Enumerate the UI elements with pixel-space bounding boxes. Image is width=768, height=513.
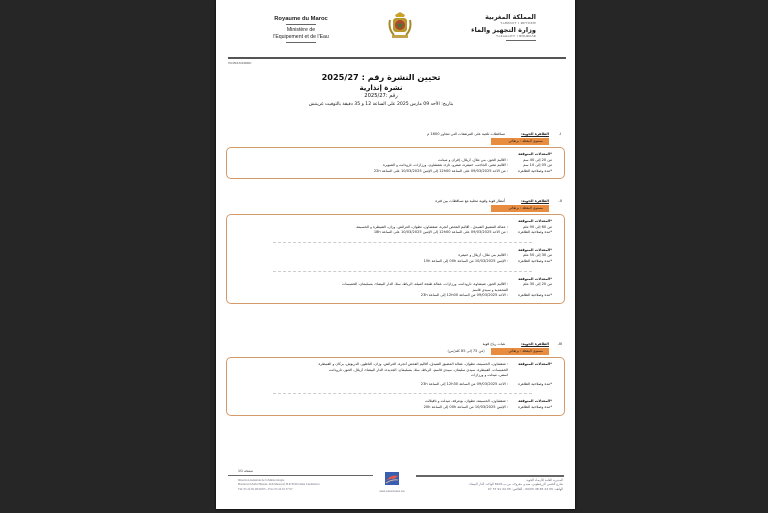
line-label: *المعدلات المتوقعة: [518, 247, 552, 252]
ministry-tifinagh: ⵜⴰⵎⴰⵡⴰⵙⵜ ⵏ ⵓⵙⵡⵓⴷⴷⵓ: [495, 34, 536, 38]
bulletin-date: بتاريخ: الأحد 09 مارس 2025 على الساعة 12 و 35 دقيقة بالتوقيت غرينتش: [308, 102, 454, 107]
footer-address-fr: [238, 478, 320, 491]
line-label: من 60 إلى 90 ملم: [523, 224, 552, 229]
footer-line: Direction Générale de la Météorologie: [238, 478, 285, 482]
bulletin-page: [216, 0, 575, 509]
line-value: : الأحد 09/03/2025 من الساعة 12h00 إلى الساعة 23h: [420, 293, 508, 298]
dashed-divider: [273, 271, 532, 272]
section-label: الظاهرة الجوية:: [521, 131, 549, 136]
line-label: *المعدلات المتوقعة: [518, 399, 552, 404]
line-value: : الأحد 09/03/2025 من الساعة 12h30 إلى الساعة 23h: [420, 381, 508, 386]
line-value: : أقاليم الحوز، بني ملال، أزيلال، إفران و ميدلت: [437, 157, 508, 162]
line-label: من 05 إلى 10 سم: [523, 163, 552, 168]
footer-rule: [228, 475, 373, 476]
ministry-fr-line2: l'Equipement et de l'Eau: [273, 33, 329, 40]
line-value: : من الأحد 09/03/2025 على الساعة 12h00 إلى الإثنين 10/03/2025 على الساعة 22h: [373, 168, 508, 173]
line-value: المحمدية و سيدي قاسم: [472, 287, 508, 292]
line-value: : شفشاون، الحسيمة، تطوان، بوعرفة، ميدلت و تافيلالت: [424, 399, 508, 404]
section-label: الظاهرة الجوية:: [521, 198, 549, 203]
details-box: [226, 147, 565, 179]
royal-emblem-icon: [387, 11, 413, 41]
line-label: من 20 إلى 40 سم: [523, 157, 552, 162]
divider: [506, 40, 536, 41]
line-label: *مدة وصلاحية الظاهرة: [518, 381, 552, 386]
website-url: www.marocmeteo.ma: [379, 490, 405, 493]
divider: [286, 42, 316, 43]
footer-line: Boulevard Zerkt Hassan, Sidi Maarouf, B.P. 8106 Oasis Casablanca: [238, 482, 320, 487]
header-arabic: [456, 13, 536, 41]
line-label: [508, 373, 552, 379]
footer-line: Tél: 05 22 65 48 00/05 – Fax: 05 22 91 37 97: [238, 486, 293, 491]
vigilance-level-badge: مستوى اليقظة : برتقالي: [491, 348, 549, 355]
vigilance-level-badge: مستوى اليقظة : برتقالي: [491, 138, 549, 145]
page-number: صفحة 1/1: [238, 469, 254, 473]
line-label: *مدة وصلاحية الظاهرة: [518, 168, 552, 173]
line-value: آسفي، ميدلت و ورزازات: [471, 373, 508, 378]
footer-line: شارع الحسن الزرقطوني، سيدي معروف، ص.ب 8106 الواحة، الدار البيضاء: [469, 482, 563, 487]
line-label: *المعدلات المتوقعة: [518, 276, 552, 281]
section-1: [226, 130, 565, 179]
line-value: الخميسات، القنيطرة، سيدي سليمان، سيدي قاسم، الرباط، سلا، بنسليمان، الجديدة، الدار البيضاء، أزيلال، الحوز، تارودانت: [329, 367, 508, 372]
header-french: [256, 16, 346, 45]
line-value: : شفشاون، الحسيمة، تطوان، عمالة المضيق الفنيدق، أقاليم الفحص أنجرة، العرائش، وزان، الناظور، الدريوش، بركان و القنيطرة: [318, 362, 508, 366]
bulletin-number: رقم :2025/27: [364, 93, 398, 99]
details-box: [226, 214, 565, 304]
line-label: *مدة وصلاحية الظاهرة: [518, 293, 552, 298]
dashed-divider: [273, 242, 532, 243]
header-rule: [228, 57, 566, 59]
line-value: : من الأحد 09/03/2025 على الساعة 12h00 إلى الإثنين 10/03/2025 على الساعة 18h: [373, 230, 508, 235]
footer-address-ar: [469, 478, 563, 491]
line-label: من 20 إلى 30 ملم: [523, 282, 552, 287]
bulletin-title: نشرة إنذارية: [359, 84, 403, 92]
line-label: *مدة وصلاحية الظاهرة: [518, 258, 552, 263]
ministry-ar: وزارة التجهيز والماء: [471, 26, 536, 34]
section-number: III-: [557, 341, 563, 346]
line-label: *المعدلات المتوقعة: [518, 152, 552, 156]
update-title: تحيين النشرة رقم : 2025/27: [321, 72, 441, 82]
line-label: *مدة وصلاحية الظاهرة: [518, 404, 552, 409]
details-box: [226, 357, 565, 416]
section-label: الظاهرة الجوية:: [521, 341, 549, 346]
footer-rule: [416, 475, 564, 477]
section-number: I-: [558, 131, 562, 136]
kingdom-ar: المملكة المغربية: [485, 13, 536, 21]
section-number: II-: [558, 198, 562, 203]
line-value: : عمالة المضيق الفنيدق - أقاليم الفحص أنجرة، شفشاون، تطوان، العرائش، وزان، القنيطرة و الحسيمة: [356, 224, 508, 229]
line-label: *المعدلات المتوقعة: [518, 219, 552, 223]
footer-line: المديرية العامة للأرصاد الجوية: [526, 478, 563, 482]
line-label: *المعدلات المتوقعة: [518, 362, 552, 366]
wind-speed-note: (من 75 إلى 85 كلم/س): [447, 349, 485, 353]
line-label: *مدة وصلاحية الظاهرة: [518, 230, 552, 235]
line-value: : الإثنين 10/03/2025 من الساعة 00h إلى الساعة 20h: [423, 404, 508, 409]
line-value: : أقاليم الحوز، شيشاوة، تارودانت، ورزازات، عمالة طنجة أصيلة، الرباط، سلا، الدار البيضاء، بنسليمان، الخميسات: [341, 282, 508, 287]
section-2: [226, 197, 565, 304]
phenomenon: هبات رياح قوية: [482, 341, 505, 346]
dashed-divider: [273, 393, 532, 394]
phenomenon: تساقطات ثلجية على المرتفعات التي تتجاوز 1600 م: [426, 131, 505, 136]
divider: [286, 24, 316, 25]
title-block: [286, 72, 476, 107]
kingdom-tifinagh: ⵜⴰⴳⵍⴷⵉⵜ ⵏ ⵍⵎⵖⵔⵉⴱ: [500, 21, 536, 25]
vigilance-level-badge: مستوى اليقظة : برتقالي: [491, 205, 549, 212]
kingdom-fr: Royaume du Maroc: [274, 16, 328, 22]
reference-code: WONXXXMMC: [228, 61, 252, 65]
ministry-fr-line1: Ministère de: [286, 27, 316, 33]
line-value: : أقاليم بني ملال، أزيلال و خنيفرة: [458, 253, 508, 258]
line-label: من 30 إلى 50 ملم: [523, 253, 552, 258]
line-value: : الإثنين 10/03/2025 من الساعة 00h إلى الساعة 15h: [423, 258, 508, 263]
line-value: : أقاليم تنغير، الحاجب، خنيفرة، صفرو، تازة، شفشاون، ورزازات، تارودانت و الصويرة: [383, 163, 508, 168]
footer-line: الهاتف: 05 22 65 48 00/05 - الفاكس: 05 22 91 37 97: [487, 486, 563, 491]
dgm-logo-icon: [385, 472, 399, 485]
phenomenon: أمطار قوية وقوية محلية مع تساقطات بين فترة: [435, 198, 505, 203]
section-3: [226, 340, 565, 416]
